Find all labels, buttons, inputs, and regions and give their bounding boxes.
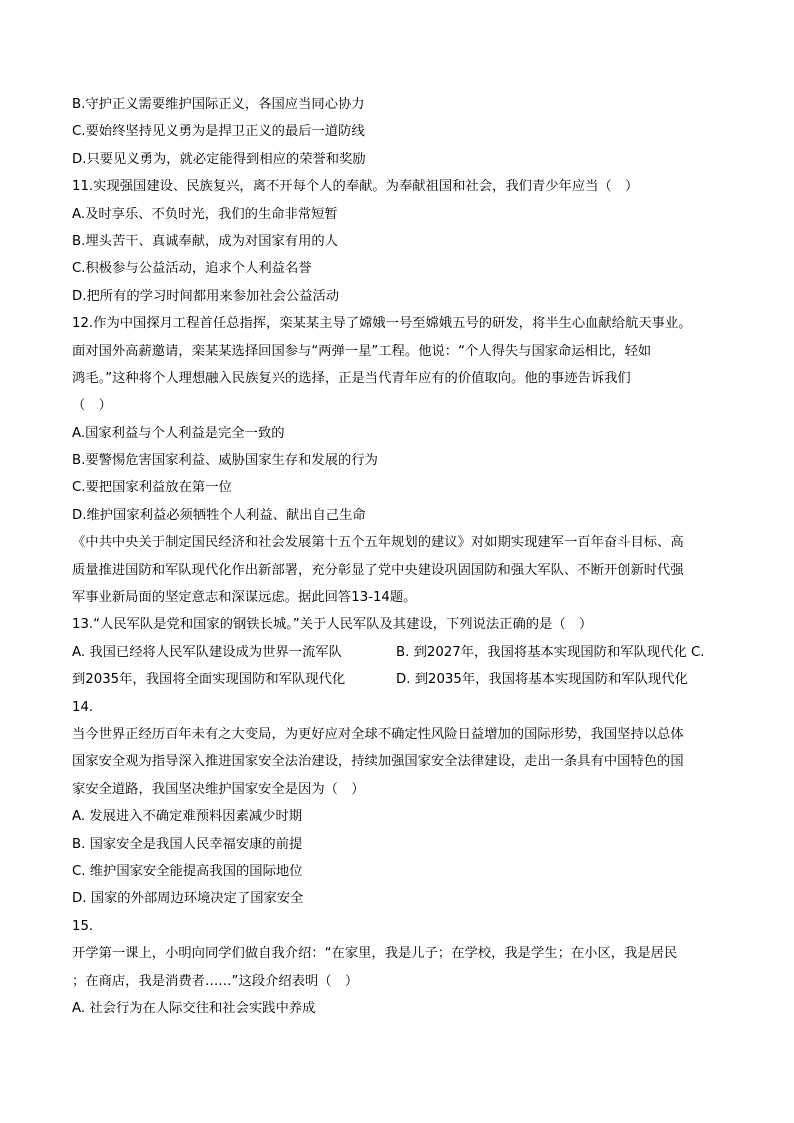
option-11a: A.及时享乐、不负时光，我们的生命非常短暂 bbox=[72, 206, 338, 222]
option-10b: B.守护正义需要维护国际正义，各国应当同心协力 bbox=[72, 97, 365, 112]
question-15-line-2: ；在商店，我是消费者……”这段介绍表明（ ） bbox=[72, 973, 359, 989]
question-12-line-2: 面对国外高薪邀请，栾某某选择回国参与“两弹一星”工程。他说：“个人得失与国家命运相比，轻如 bbox=[72, 343, 652, 359]
option-14d: D. 国家的外部周边环境决定了国家安全 bbox=[72, 891, 304, 907]
option-15a: A. 社会行为在人际交往和社会实践中养成 bbox=[72, 1000, 316, 1016]
option-12c: C.要把国家利益放在第一位 bbox=[72, 480, 232, 496]
question-14-line-3: 家安全道路，我国坚决维护国家安全是因为（ ） bbox=[72, 781, 365, 797]
material-13-14-line-3: 军事业新局面的坚定意志和深谋远虑。据此回答13-14题。 bbox=[72, 590, 417, 606]
question-12-line-1: 12.作为中国探月工程首任总指挥，栾某某主导了嫦娥一号至嫦娥五号的研发，将半生心血献给航天事业。 bbox=[72, 316, 692, 332]
option-12d: D.维护国家利益必须牺牲个人利益、献出自己生命 bbox=[72, 507, 366, 523]
question-14-number: 14. bbox=[72, 699, 94, 715]
option-13b: B. 到2027年，我国将基本实现国防和军队现代化 C. bbox=[396, 644, 705, 660]
option-10c: C.要始终坚持见义勇为是捍卫正义的最后一道防线 bbox=[72, 124, 365, 140]
option-13c: 到2035年，我国将全面实现国防和军队现代化 bbox=[72, 672, 346, 688]
options-13-row-1 bbox=[72, 639, 722, 666]
option-12a: A.国家利益与个人利益是完全一致的 bbox=[72, 425, 285, 441]
option-11b: B.埋头苦干、真诚奉献，成为对国家有用的人 bbox=[72, 233, 338, 249]
options-13-row-2 bbox=[72, 666, 722, 693]
option-10d: D.只要见义勇为，就必定能得到相应的荣誉和奖励 bbox=[72, 151, 366, 167]
question-15-number: 15. bbox=[72, 918, 94, 934]
material-13-14-line-2: 质量推进国防和军队现代化作出新部署，充分彰显了党中央建设巩固国防和强大军队、不断开创新时代强 bbox=[72, 562, 684, 578]
material-13-14-line-1: 《中共中央关于制定国民经济和社会发展第十五个五年规划的建议》对如期实现建军一百年奋斗目标、高 bbox=[72, 535, 684, 551]
option-12b: B.要警惕危害国家利益、威胁国家生存和发展的行为 bbox=[72, 453, 378, 469]
option-13a: A. 我国已经将人民军队建设成为世界一流军队 bbox=[72, 644, 342, 660]
option-14c: C. 维护国家安全能提高我国的国际地位 bbox=[72, 863, 303, 879]
question-14-line-1: 当今世界正经历百年未有之大变局，为更好应对全球不确定性风险日益增加的国际形势，我国坚持以总体 bbox=[72, 726, 684, 742]
question-15-line-1: 开学第一课上，小明向同学们做自我介绍：“在家里，我是儿子；在学校，我是学生；在小区，我是居民 bbox=[72, 946, 678, 962]
question-12-blank: （ ） bbox=[72, 398, 112, 414]
option-11d: D.把所有的学习时间都用来参加社会公益活动 bbox=[72, 288, 340, 304]
question-11: 11.实现强国建设、民族复兴，离不开每个人的奉献。为奉献祖国和社会，我们青少年应当（ ） bbox=[72, 179, 639, 195]
question-12-line-3: 鸿毛。”这种将个人理想融入民族复兴的选择，正是当代青年应有的价值取向。他的事迹告诉我们 bbox=[72, 370, 631, 386]
option-11c: C.积极参与公益活动，追求个人利益名誉 bbox=[72, 261, 312, 277]
option-14a: A. 发展进入不确定难预料因素减少时期 bbox=[72, 809, 303, 825]
question-14-line-2: 国家安全观为指导深入推进国家安全法治建设，持续加强国家安全法律建设，走出一条具有中国特色的国 bbox=[72, 754, 684, 770]
document-page bbox=[72, 91, 722, 1022]
option-14b: B. 国家安全是我国人民幸福安康的前提 bbox=[72, 836, 303, 852]
question-13: 13.“人民军队是党和国家的钢铁长城。”关于人民军队及其建设，下列说法正确的是（ ） bbox=[72, 617, 593, 633]
option-13d: D. 到2035年，我国将基本实现国防和军队现代化 bbox=[396, 672, 688, 688]
